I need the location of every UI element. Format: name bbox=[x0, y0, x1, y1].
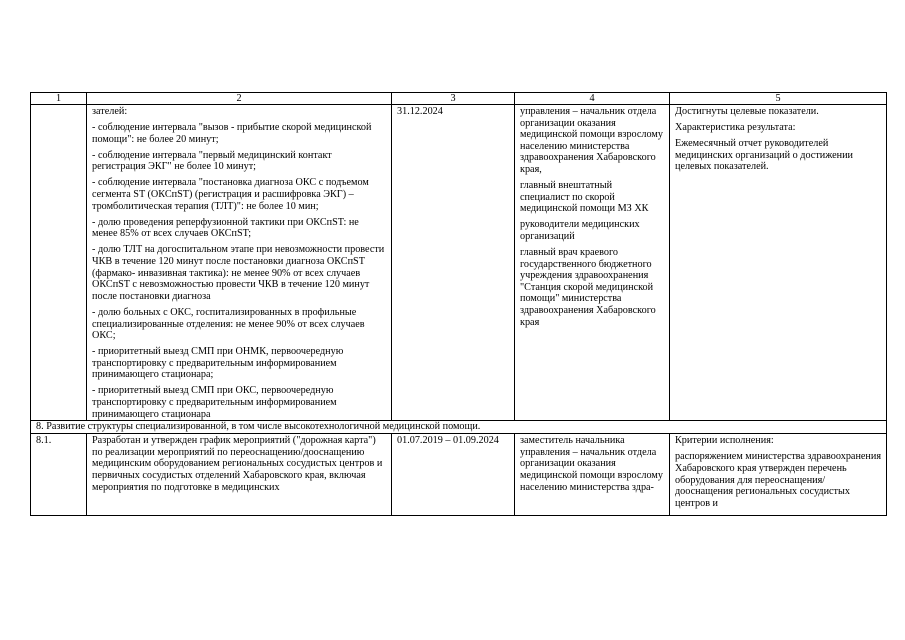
section-row bbox=[31, 421, 887, 434]
deadline-cell: 31.12.2024 bbox=[392, 105, 515, 421]
measures-cell bbox=[87, 105, 392, 421]
responsible-text: руководители медицинских организаций bbox=[520, 219, 640, 242]
header-col-2: 2 bbox=[87, 93, 392, 105]
result-text: Характеристика результата: bbox=[675, 122, 796, 134]
responsible-text: управления – начальник отдела организации оказания медицинской помощи взрослому населению министерства здравоохранения Хабаровского края, bbox=[520, 106, 663, 175]
result-text: Ежемесячный отчет руководителей медицинских организаций о достижении целевых показателей. bbox=[675, 138, 854, 173]
result-text: распоряжением министерства здравоохранения Хабаровского края утвержден перечень оборудования для переоснащения/дооснащения региональных сосудистых центров и bbox=[675, 451, 882, 509]
row-number-cell: 8.1. bbox=[31, 434, 87, 516]
result-text: Достигнуты целевые показатели. bbox=[675, 106, 819, 117]
measure-text: - приоритетный выезд СМП при ОКС, первоочередную транспортировку с предварительным информированием принимающего стационара bbox=[92, 385, 337, 420]
table-row bbox=[31, 434, 887, 516]
result-text: Критерии исполнения: bbox=[675, 435, 774, 447]
header-col-1: 1 bbox=[31, 93, 87, 105]
responsible-text: главный врач краевого государственного бюджетного учреждения здравоохранения "Станция скорой медицинской помощи" министерства здравоохранения Хабаровского края bbox=[520, 247, 656, 328]
responsible-text: главный внештатный специалист по скорой медицинской помощи МЗ ХК bbox=[520, 180, 649, 215]
responsible-cell bbox=[515, 105, 670, 421]
deadline-cell: 01.07.2019 – 01.09.2024 bbox=[392, 434, 515, 516]
measures-cell: Разработан и утвержден график мероприятий ("дорожная карта") по реализации мероприятий по переоснащению/дооснащению медицинским оборудованием региональных сосудистых центров и первичных сосудистых отделений Хабаровского края, включая мероприятия по подготовке в медицинских bbox=[87, 434, 392, 516]
section-title: 8. Развитие структуры специализированной, в том числе высокотехнологичной медицинской помощи. bbox=[31, 421, 887, 434]
plan-table bbox=[30, 92, 887, 516]
responsible-cell: заместитель начальника управления – начальник отдела организации оказания медицинской помощи взрослому населению министерства здра- bbox=[515, 434, 670, 516]
measure-text: - соблюдение интервала "первый медицинский контакт регистрация ЭКГ" не более 10 минут; bbox=[92, 149, 332, 173]
result-cell bbox=[670, 434, 887, 516]
measure-text: - долю ТЛТ на догоспитальном этапе при невозможности провести ЧКВ в течение 120 минут после постановки диагноза ОКСпST (фармако- инвазивная тактика): не менее 90% от всех случаев ОКСпST с невозможностью провести ЧКВ в течение 120 минут после постановки диагноза bbox=[92, 244, 385, 302]
header-col-5: 5 bbox=[670, 93, 887, 105]
header-col-4: 4 bbox=[515, 93, 670, 105]
table-row bbox=[31, 105, 887, 421]
measure-text: - долю больных с ОКС, госпитализированных в профильные специализированные отделения: не менее 90% от всех случаев ОКС; bbox=[92, 306, 365, 342]
measure-text: - соблюдение интервала "постановка диагноза ОКС с подъемом сегмента ST (ОКСпST) (регистрация и расшифровка ЭКГ) – тромболитическая терапия (ТЛТ)": не более 10 мин; bbox=[92, 177, 369, 212]
row-number-cell bbox=[31, 105, 87, 421]
measure-text: - соблюдение интервала "вызов - прибытие скорой медицинской помощи": не более 20 минут; bbox=[92, 122, 372, 145]
header-row bbox=[31, 93, 887, 105]
header-col-3: 3 bbox=[392, 93, 515, 105]
measure-text: зателей: bbox=[92, 106, 128, 117]
measure-text: - приоритетный выезд СМП при ОНМК, первоочередную транспортировку с предварительным информированием принимающего стационара; bbox=[92, 346, 344, 381]
measure-text: - долю проведения реперфузионной тактики при ОКСпST: не менее 85% от всех случаев ОКСпST; bbox=[92, 216, 359, 240]
result-cell bbox=[670, 105, 887, 421]
